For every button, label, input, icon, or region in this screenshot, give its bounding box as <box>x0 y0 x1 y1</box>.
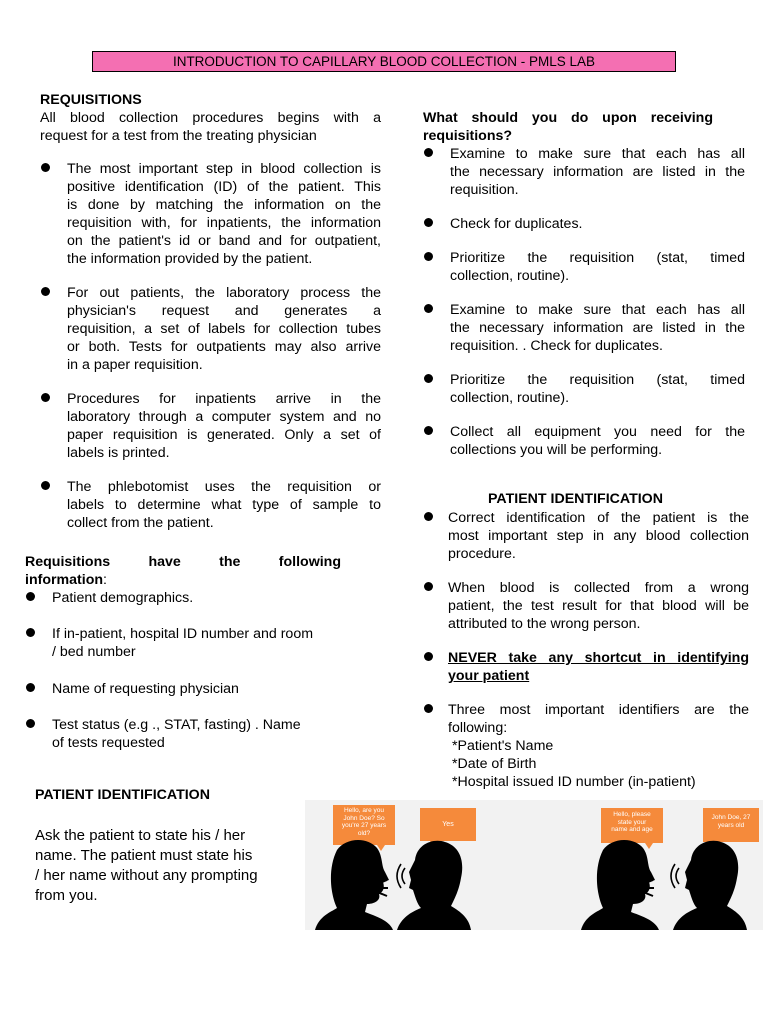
left-bullet-2 <box>67 284 381 374</box>
bullet-dot <box>424 304 433 313</box>
info-heading-line-1: Requisitions have the following <box>25 554 341 570</box>
line: Examine to make sure that each has all <box>450 302 745 318</box>
bullet-dot <box>424 374 433 383</box>
line: labels is printed. <box>67 445 170 461</box>
line: the necessary information are listed in the <box>450 164 745 180</box>
left-patient-identification-heading: PATIENT IDENTIFICATION <box>35 787 210 803</box>
step-2: Check for duplicates. <box>450 216 583 232</box>
line: requisition, a set of labels for collection tubes <box>67 321 381 337</box>
line: For out patients, the laboratory process the <box>67 285 381 301</box>
question-line-2: requisitions? <box>423 128 513 144</box>
bullet-dot <box>424 426 433 435</box>
line: The phlebotomist uses the requisition or <box>67 479 381 495</box>
phlebotomist-silhouette-icon <box>581 840 659 930</box>
sound-waves-icon <box>671 864 679 888</box>
line: most important step in any blood collection <box>448 528 749 544</box>
identifier-name: *Patient's Name <box>452 738 554 754</box>
requisitions-heading: REQUISITIONS <box>40 92 142 108</box>
line: of tests requested <box>52 735 165 751</box>
line: The most important step in blood collection is <box>67 161 381 177</box>
info-item-4 <box>52 716 301 752</box>
requisitions-intro-line-1: All blood collection procedures begins with a <box>40 110 381 126</box>
document-title: INTRODUCTION TO CAPILLARY BLOOD COLLECTION - PMLS LAB <box>92 51 676 72</box>
line: laboratory through a computer system and no <box>67 409 381 425</box>
info-item-1: Patient demographics. <box>52 590 194 606</box>
line: physician's request and generates a <box>67 303 381 319</box>
line: When blood is collected from a wrong <box>448 580 749 596</box>
line: name. The patient must state his <box>35 847 253 864</box>
step-5 <box>450 371 745 407</box>
step-1 <box>450 145 745 199</box>
line: Ask the patient to state his / her <box>35 827 246 844</box>
line: collect from the patient. <box>67 515 214 531</box>
bullet-dot <box>26 719 35 728</box>
line: NEVER take any shortcut in identifying <box>448 650 749 666</box>
never-shortcut-warning <box>448 649 749 685</box>
line: attributed to the wrong person. <box>448 616 641 632</box>
bullet-dot <box>41 287 50 296</box>
bullet-dot <box>424 252 433 261</box>
line: Correct identification of the patient is the <box>448 510 749 526</box>
line: paper requisition is generated. Only a set of <box>67 427 381 443</box>
line: Examine to make sure that each has all <box>450 146 745 162</box>
bubble-line: John Doe? So <box>343 814 385 822</box>
line: in a paper requisition. <box>67 357 203 373</box>
line: Collect all equipment you need for the <box>450 424 745 440</box>
bullet-dot <box>424 218 433 227</box>
bubble-line: state your <box>617 818 647 826</box>
requisitions-intro-line-2: request for a test from the treating physician <box>40 128 317 144</box>
sound-waves-icon <box>397 864 405 888</box>
line: requisition. <box>450 182 519 198</box>
bubble-line: Hello, please <box>613 811 651 818</box>
bullet-dot <box>424 652 433 661</box>
speech-lines-icon <box>643 880 654 896</box>
patient-silhouette-icon <box>397 841 471 930</box>
line: Three most important identifiers are the <box>448 702 749 718</box>
bullet-dot <box>26 592 35 601</box>
patient-silhouette-icon <box>673 841 747 930</box>
bullet-dot <box>424 582 433 591</box>
line: collection, routine). <box>450 268 570 284</box>
bullet-dot <box>41 163 50 172</box>
bubble-line: years old <box>717 821 745 829</box>
identifier-hospital-id: *Hospital issued ID number (in-patient) <box>452 774 696 790</box>
step-3 <box>450 249 745 285</box>
info-heading-word: information <box>25 572 104 588</box>
bubble-line: old? <box>357 829 371 837</box>
phlebotomist-silhouette-icon <box>315 840 393 930</box>
patient-identification-illustration <box>305 800 763 930</box>
line: Prioritize the requisition (stat, timed <box>450 250 745 266</box>
line: If in-patient, hospital ID number and room <box>52 626 314 642</box>
line: labels to determine what type of sample to <box>67 497 381 513</box>
bubble-line: John Doe, 27 <box>711 814 751 821</box>
line: collections you will be performing. <box>450 442 663 458</box>
left-bullet-1 <box>67 160 381 268</box>
bullet-dot <box>41 481 50 490</box>
left-bullet-3 <box>67 390 381 462</box>
right-patient-identification-heading: PATIENT IDENTIFICATION <box>488 491 663 507</box>
line: collection, routine). <box>450 390 570 406</box>
identifiers-bullet <box>448 701 749 791</box>
line: procedure. <box>448 546 516 562</box>
step-6 <box>450 423 745 459</box>
identifier-dob: *Date of Birth <box>452 756 537 772</box>
line: patient, the test result for that blood will be <box>448 598 749 614</box>
line: the information provided by the patient. <box>67 251 313 267</box>
bullet-dot <box>26 628 35 637</box>
line: Test status (e.g ., STAT, fasting) . Name <box>52 717 301 733</box>
silhouettes-svg <box>305 800 763 930</box>
line: positive identification (ID) of the patient. This <box>67 179 381 195</box>
line: or both. Tests for outpatients may also arrive <box>67 339 381 355</box>
line: is done by matching the information on the <box>67 197 381 213</box>
info-heading-colon: : <box>103 572 107 588</box>
bubble-line: name and age <box>611 826 653 833</box>
bubble-line: Hello, are you <box>343 807 385 814</box>
bullet-dot <box>424 148 433 157</box>
line: Prioritize the requisition (stat, timed <box>450 372 745 388</box>
line: requisition with, for inpatients, the information <box>67 215 381 231</box>
line: on the patient's id or band and for outpatient, <box>67 233 381 249</box>
info-item-3: Name of requesting physician <box>52 681 239 697</box>
bullet-dot <box>41 393 50 402</box>
pid-bullet-2 <box>448 579 749 633</box>
line: from you. <box>35 887 98 904</box>
bubble-line: you're 27 years <box>341 822 387 829</box>
pid-bullet-1 <box>448 509 749 563</box>
step-4 <box>450 301 745 355</box>
speech-lines-icon <box>377 880 388 896</box>
bullet-dot <box>26 683 35 692</box>
line: requisition. . Check for duplicates. <box>450 338 663 354</box>
bullet-dot <box>424 704 433 713</box>
line: Procedures for inpatients arrive in the <box>67 391 381 407</box>
line: / her name without any prompting <box>35 867 258 884</box>
line: your patient <box>448 668 530 684</box>
line: following: <box>448 720 508 736</box>
left-patient-identification-text <box>35 826 258 906</box>
left-bullet-4 <box>67 478 381 532</box>
bullet-dot <box>424 512 433 521</box>
info-item-2 <box>52 625 313 661</box>
line: / bed number <box>52 644 136 660</box>
line: the necessary information are listed in the <box>450 320 745 336</box>
info-heading-line-2 <box>25 571 107 589</box>
bubble-line: Yes <box>442 821 454 828</box>
question-line-1: What should you do upon receiving <box>423 110 713 126</box>
